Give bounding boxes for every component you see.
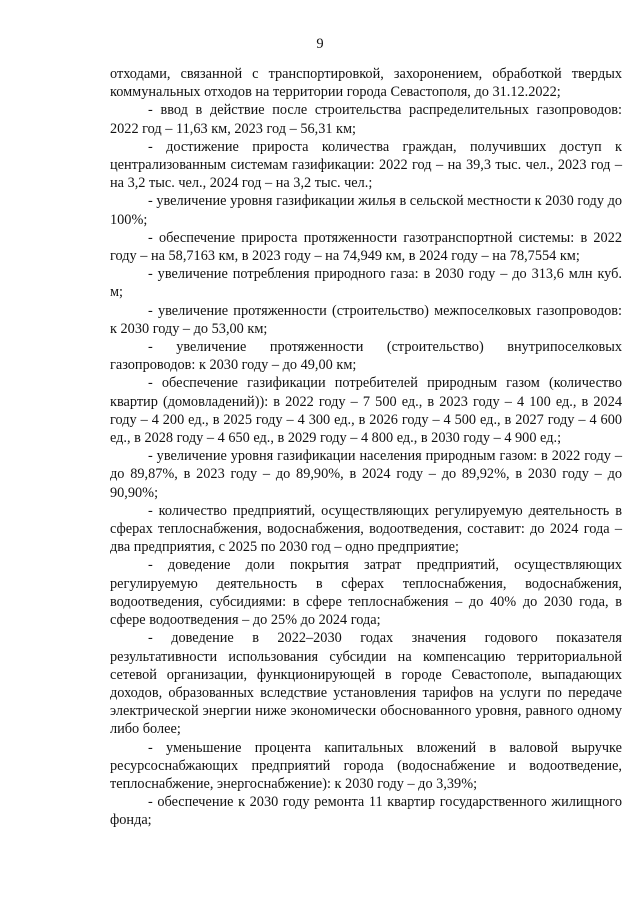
page-number: 9: [316, 36, 324, 52]
list-item-gas-consumption: - увеличение потребления природного газа: в 2030 году – до 313,6 млн куб. м;: [110, 266, 622, 301]
list-item-regulated-enterprises: - количество предприятий, осуществляющих регулируемую деятельность в сферах теплоснабжения, водоснабжения, водоотведения, составит: до 2024 года – два предприятия, с 2025 по 2030 год – одно предприятие;: [110, 502, 622, 556]
list-item-subsidy-performance: - доведение в 2022–2030 годах значения годового показателя результативности использования субсидии на компенсацию территориальной сетевой организации, функционирующей в городе Севастополе, выпадающих доходов, образованных вследствие установления тарифов на услуги по передаче электрической энергии ниже экономически обоснованного уровня, равного одному либо более;: [110, 630, 622, 738]
document-body: [110, 65, 622, 830]
paragraph-continuation: отходами, связанной с транспортировкой, захоронением, обработкой твердых коммунальных отходов на территории города Севастополя, до 31.12.2022;: [110, 66, 622, 101]
list-item-apartment-repair: - обеспечение к 2030 году ремонта 11 квартир государственного жилищного фонда;: [110, 794, 622, 829]
list-item-consumer-gasification: - обеспечение газификации потребителей природным газом (количество квартир (домовладений)): в 2022 году – 7 500 ед., в 2023 году – 4 100 ед., в 2024 году – 4 200 ед., в 2025 году – 4 300 ед., в 2026 году – 4 500 ед., в 2027 году – 4 600 ед., в 2028 году – 4 650 ед., в 2029 году – 4 800 ед., в 2030 году – 4 900 ед.;: [110, 375, 622, 447]
list-item-intersettlement-pipelines: - увеличение протяженности (строительство) межпоселковых газопроводов: к 2030 году – до 53,00 км;: [110, 302, 622, 337]
list-item-cost-coverage-share: - доведение доли покрытия затрат предприятий, осуществляющих регулируемую деятельность в сферах теплоснабжения, водоснабжения, водоотведения, субсидиями: в сфере теплоснабжения – до 40% до 2030 года, в сфере водоотведения – до 25% до 2024 года;: [110, 557, 622, 629]
list-item-citizens-gas-access: - достижение прироста количества граждан, получивших доступ к централизованным системам газификации: 2022 год – на 39,3 тыс. чел., 2023 год – на 3,2 тыс. чел., 2024 год – на 3,2 тыс. чел.;: [110, 138, 622, 192]
list-item-gas-transport-system: - обеспечение прироста протяженности газотранспортной системы: в 2022 году – на 58,7163 км, в 2023 году – на 74,949 км, в 2024 году – на 78,7554 км;: [110, 229, 622, 265]
list-item-distribution-gas-pipelines: - ввод в действие после строительства распределительных газопроводов: 2022 год – 11,63 км, 2023 год – 56,31 км;: [110, 102, 622, 137]
list-item-capital-investment-share: - уменьшение процента капитальных вложений в валовой выручке ресурсоснабжающих предприятий города (водоснабжение и водоотведение, теплоснабжение, энергоснабжение): к 2030 году – до 3,39%;: [110, 739, 622, 792]
list-item-rural-gasification: - увеличение уровня газификации жилья в сельской местности к 2030 году до 100%;: [110, 193, 622, 228]
list-item-intrasettlement-pipelines: - увеличение протяженности (строительство) внутрипоселковых газопроводов: к 2030 году – до 49,00 км;: [110, 339, 622, 374]
list-item-population-gasification-level: - увеличение уровня газификации населения природным газом: в 2022 году – до 89,87%, в 2023 году – до 89,90%, в 2024 году – до 89,92%, в 2030 году – до 90,90%;: [110, 448, 622, 501]
